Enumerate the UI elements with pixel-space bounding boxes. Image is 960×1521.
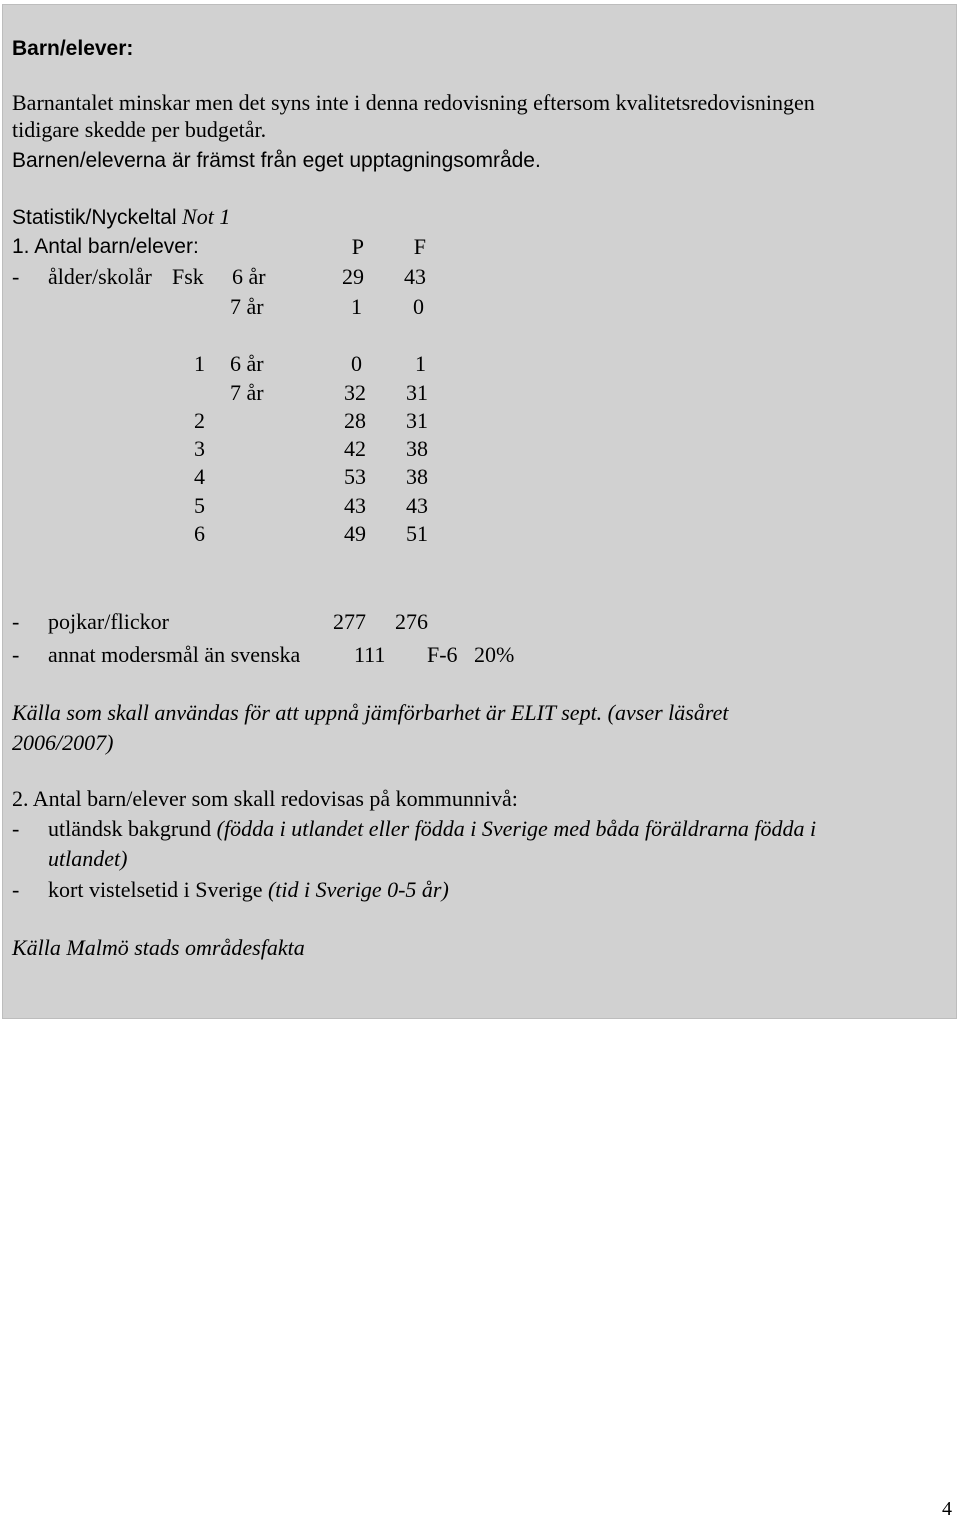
row-grade: 5 [194, 493, 205, 518]
source-note-1-line-1: Källa som skall användas för att uppnå jämförbarhet är ELIT sept. (avser läsåret [12, 700, 729, 725]
row-p: 53 [344, 464, 366, 489]
bullet-foreign-background-note-cont: utlandet) [48, 846, 128, 871]
row-p: 28 [344, 408, 366, 433]
row-p: 42 [344, 436, 366, 461]
row-p: 43 [344, 493, 366, 518]
bullet-dash: - [12, 609, 20, 634]
bullet-foreign-background [48, 816, 816, 842]
row-p: 0 [351, 351, 362, 376]
row-f: 51 [406, 521, 428, 546]
row-f: 31 [406, 408, 428, 433]
row-f: 38 [406, 464, 428, 489]
boys-girls-label: pojkar/flickor [48, 609, 169, 634]
row-grade: Fsk [172, 264, 204, 289]
row-grade: 6 [194, 521, 205, 546]
col-header-p: P [351, 234, 364, 259]
section2-title: 2. Antal barn/elever som skall redovisas på kommunnivå: [12, 786, 518, 811]
row-p: 49 [344, 521, 366, 546]
row-age: 6 år [232, 264, 266, 289]
row-f: 1 [415, 351, 426, 376]
section1-title: 1. Antal barn/elever: [12, 235, 199, 258]
stats-note: Not 1 [182, 204, 231, 229]
bullet-dash: - [12, 264, 20, 289]
intro-line-1: Barnantalet minskar men det syns inte i denna redovisning eftersom kvalitetsredovisningen [12, 90, 815, 115]
row-f: 38 [406, 436, 428, 461]
stats-label: Statistik/Nyckeltal [12, 206, 177, 229]
intro-line-2: tidigare skedde per budgetår. [12, 117, 267, 142]
bullet-dash: - [12, 642, 20, 667]
bullet-foreign-background-note: (födda i utlandet eller födda i Sverige med båda föräldrarna födda i [216, 816, 817, 841]
row-age: 6 år [230, 351, 264, 376]
page-number: 4 [942, 1498, 952, 1520]
col-header-f: F [413, 234, 426, 259]
bullet-foreign-background-text: utländsk bakgrund [48, 816, 212, 841]
bullet-short-stay-note: (tid i Sverige 0-5 år) [267, 877, 449, 902]
mother-tongue-range: F-6 [427, 642, 458, 667]
row-grade: 2 [194, 408, 205, 433]
section-heading: Barn/elever: [12, 37, 134, 60]
row-f: 0 [413, 294, 424, 319]
row-grade: 1 [194, 351, 205, 376]
row-grade: 4 [194, 464, 205, 489]
row-grade: 3 [194, 436, 205, 461]
row-f: 43 [406, 493, 428, 518]
girls-total: 276 [395, 609, 428, 634]
mother-tongue-count: 111 [354, 642, 386, 667]
bullet-short-stay-text: kort vistelsetid i Sverige [48, 877, 263, 902]
row-f: 31 [406, 380, 428, 405]
row-age: 7 år [230, 380, 264, 405]
source-note-2: Källa Malmö stads områdesfakta [12, 935, 305, 960]
stats-heading [12, 204, 230, 231]
row-age: 7 år [230, 294, 264, 319]
mother-tongue-label: annat modersmål än svenska [48, 642, 301, 667]
row-p: 29 [342, 264, 364, 289]
boys-total: 277 [333, 609, 366, 634]
row-p: 1 [351, 294, 362, 319]
row-p: 32 [344, 380, 366, 405]
age-label: ålder/skolår [48, 264, 152, 289]
bullet-short-stay [48, 877, 449, 903]
bullet-dash: - [12, 877, 20, 902]
bullet-dash: - [12, 816, 20, 841]
mother-tongue-pct: 20% [474, 642, 515, 667]
row-f: 43 [404, 264, 426, 289]
intro-line-3: Barnen/eleverna är främst från eget upptagningsområde. [12, 149, 541, 172]
source-note-1-line-2: 2006/2007) [12, 730, 114, 755]
